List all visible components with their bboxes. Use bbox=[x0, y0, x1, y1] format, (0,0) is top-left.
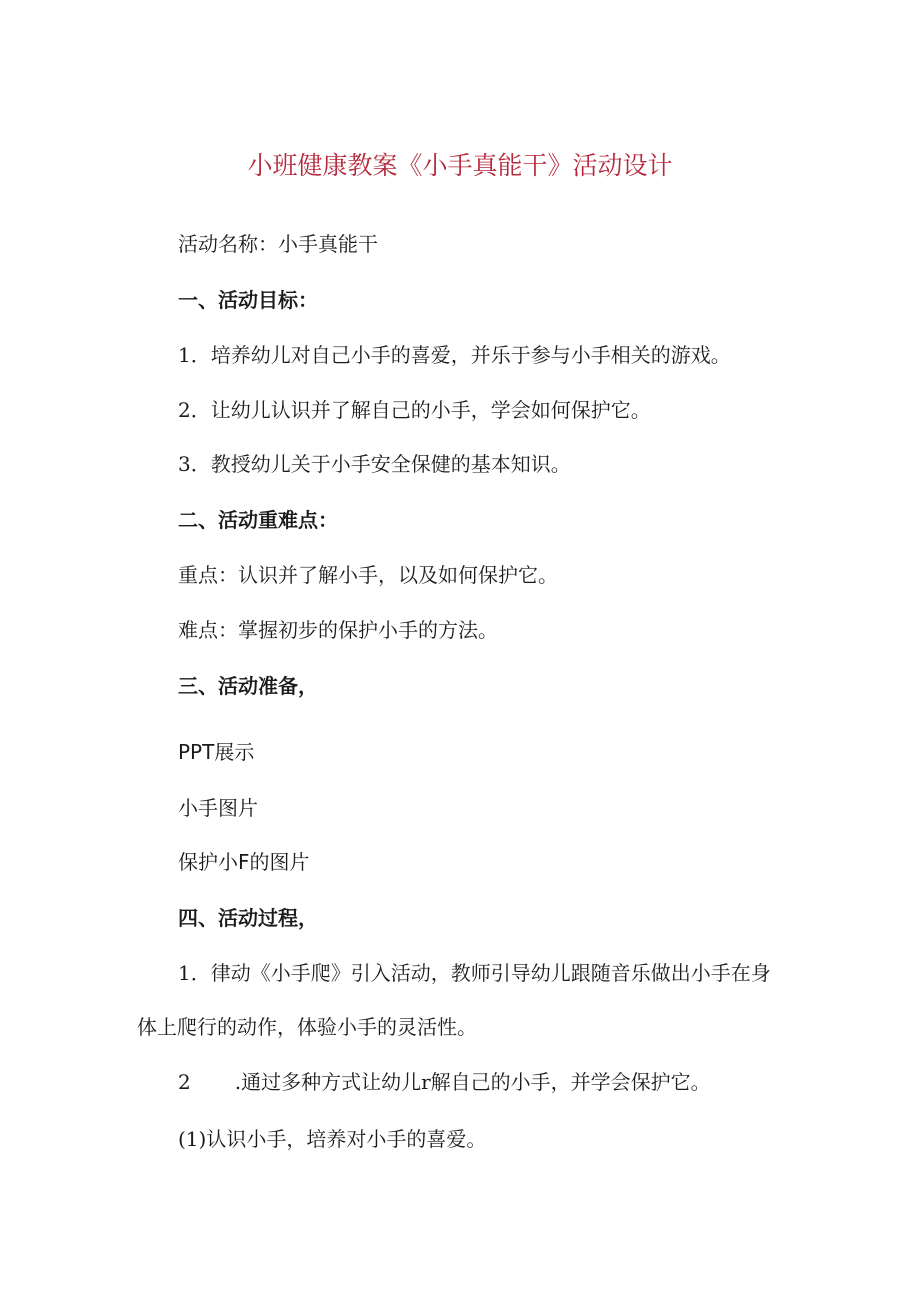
section-heading-preparation: 三、活动准备， bbox=[178, 674, 318, 698]
prep-item-protect-pictures: 保护小F的图片 bbox=[178, 850, 310, 874]
process-sub-item-1: (1)认识小手，培养对小手的喜爱。 bbox=[178, 1127, 487, 1151]
section-heading-process: 四、活动过程， bbox=[178, 906, 318, 930]
process-step-2-number: 2 bbox=[178, 1070, 191, 1094]
prep-item-ppt: PPT展示 bbox=[178, 740, 255, 764]
activity-name: 活动名称：小手真能干 bbox=[178, 232, 378, 256]
process-step-1-line-1: 1．律动《小手爬》引入活动，教师引导幼儿跟随音乐做出小手在身 bbox=[178, 961, 771, 985]
document-title: 小班健康教案《小手真能干》活动设计 bbox=[247, 151, 673, 180]
difficulty-point: 难点：掌握初步的保护小手的方法。 bbox=[178, 618, 498, 642]
goal-item-1: 1．培养幼儿对自己小手的喜爱，并乐于参与小手相关的游戏。 bbox=[178, 343, 731, 367]
process-step-1-line-2: 体上爬行的动作，体验小手的灵活性。 bbox=[137, 1015, 477, 1039]
section-heading-goals: 一、活动目标： bbox=[178, 288, 318, 312]
section-heading-key-points: 二、活动重难点： bbox=[178, 508, 338, 532]
prep-item-hand-pictures: 小手图片 bbox=[178, 796, 258, 820]
key-point: 重点：认识并了解小手，以及如何保护它。 bbox=[178, 563, 558, 587]
goal-item-3: 3．教授幼儿关于小手安全保健的基本知识。 bbox=[178, 452, 571, 476]
process-step-2 bbox=[178, 1069, 711, 1095]
process-step-2-text: .通过多种方式让幼儿r解自己的小手，并学会保护它。 bbox=[234, 1070, 711, 1094]
goal-item-2: 2．让幼儿认识并了解自己的小手，学会如何保护它。 bbox=[178, 398, 651, 422]
